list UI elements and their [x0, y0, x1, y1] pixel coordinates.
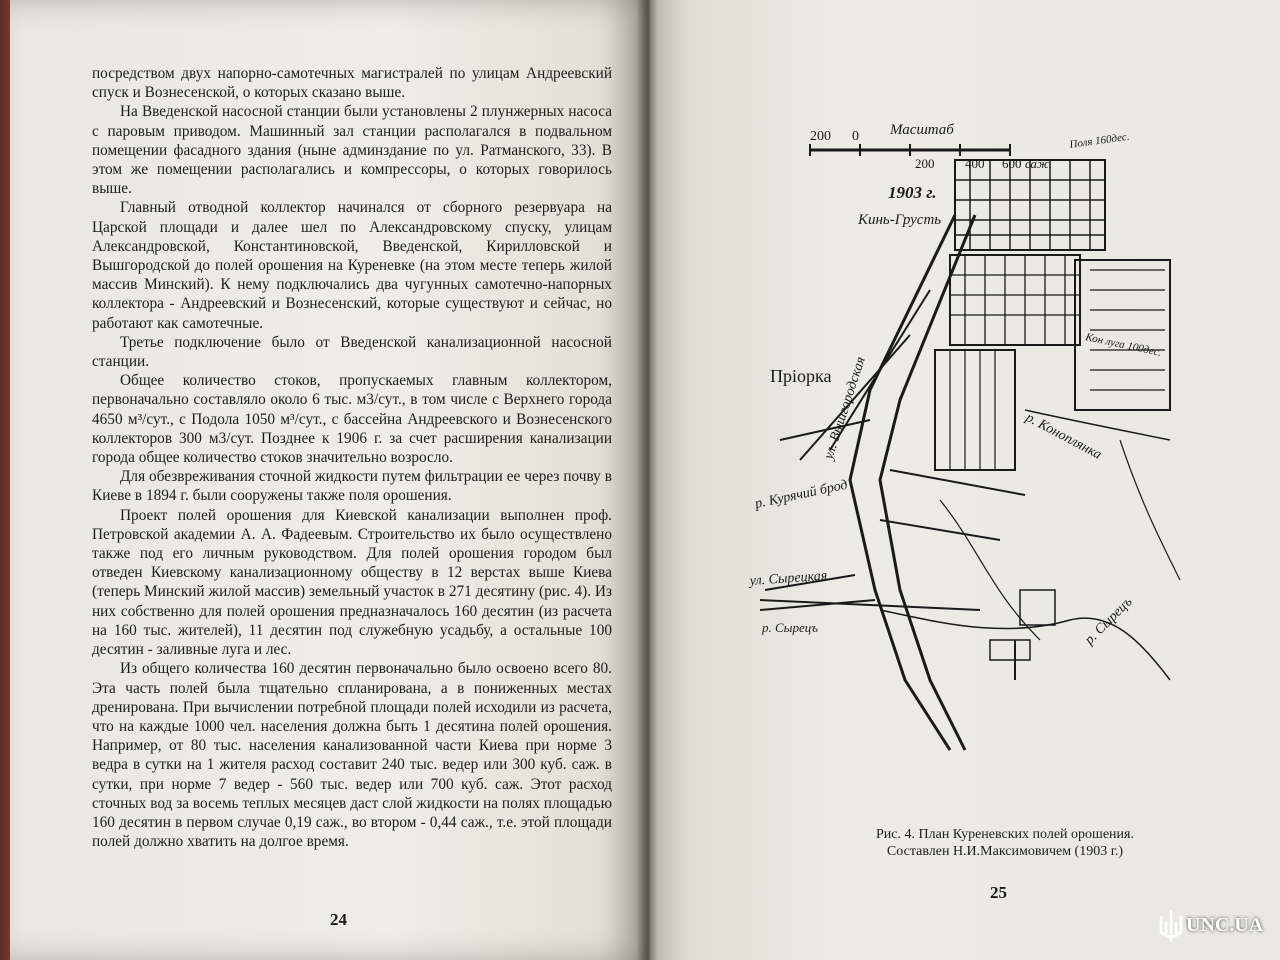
left-page-text: [92, 64, 612, 851]
book-gutter: [636, 0, 658, 960]
svg-text:0: 0: [852, 129, 859, 144]
paragraph: Проект полей орошения для Киевской канализации выполнен проф. Петровской академии А. А. Фадеевым. Строительство их было осуществлено также под его личным руководством. Для полей орошения городом был отведен Киевскому канализационному обществу в 12 верстах выше Киева (теперь Минский жилой массив) земельный участок в 271 десятину (рис. 4). Из них собственно для полей орошения предназначалось 160 десятин (из расчета на 160 тыс. жителей), 11 десятин под служебную усадьбу, а остальные 100 десятин - заливные луга и лес.: [92, 506, 612, 659]
left-page: [10, 0, 650, 960]
paragraph: На Введенской насосной станции были установлены 2 плунжерных насоса с паровым приводом. Машинный зал станции располагался в подвальном помещении фасадного здания (ныне админздание по ул. Ратманского, 33). В этом же помещении располагались и компрессоры, о которых говорилось выше.: [92, 103, 612, 198]
svg-text:200: 200: [810, 129, 831, 144]
map-label-vyshgorodskaya: ул. Вышгородская: [821, 355, 869, 462]
map-label-syrets-left: р. Сырецъ: [762, 620, 818, 635]
page-number-right: 25: [990, 883, 1007, 902]
svg-text:600: 600: [1002, 156, 1022, 171]
figure-caption: [840, 826, 1170, 860]
svg-text:400: 400: [965, 156, 985, 171]
map-scale-title: Масштаб: [890, 122, 954, 138]
page-number-left: 24: [330, 910, 347, 929]
paragraph: Для обезвреживания сточной жидкости путем фильтрации ее через почву в Киеве в 1894 г. были сооружены также поля орошения.: [92, 468, 612, 505]
map-label-priorka: Пріорка: [770, 366, 832, 386]
map-year: 1903 г.: [888, 183, 937, 202]
watermark-text: UNC.UA: [1186, 914, 1264, 936]
kurenevka-irrigation-map: [740, 120, 1190, 760]
map-label-kin-grust: Кинь-Грусть: [858, 212, 942, 228]
map-label-syretskaya: ул. Сырецкая: [749, 568, 828, 589]
paragraph: Главный отводной коллектор начинался от сборного резервуара на Царской площади и далее шел по Александровскому спуску, улицам Александровской, Константиновской, Введенской, Кирилловской и Вышгородской до полей орошения на Куреневке (на этом месте теперь жилой массив Минский). К нему подключались два чугунных самотечно-напорных коллектора - Андреевский и Вознесенский, которые существуют и сейчас, но работают как самотечные.: [92, 199, 612, 332]
map-label-fields: Поля 160дес.: [1068, 130, 1131, 151]
map-label-konoplyanka: р. Коноплянка: [1023, 410, 1104, 463]
map-label-syrets-right: р. Сырецъ: [1082, 594, 1136, 648]
caption-line-1: Рис. 4. План Куреневских полей орошения.: [876, 827, 1134, 842]
caption-line-2: Составлен Н.И.Максимовичем (1903 г.): [886, 844, 1124, 859]
map-label-kurjachij-brod: р. Курячий брод: [753, 477, 849, 512]
paragraph: Из общего количества 160 десятин первоначально было освоено всего 80. Эта часть полей была тщательно спланирована, а в пониженных местах дренирована. При вычислении потребной площади полей исходили из расчета, что на каждые 1000 чел. населения должна быть 1 десятина полей орошения. Например, от 80 тыс. населения канализованной части Киева при норме 3 ведра в сутки на 1 жителя расход составит 240 тыс. ведер или 300 куб. саж. в сутки, при норме 7 ведер - 560 тыс. ведер или 700 куб. саж. Этот расход сточных вод за восемь теплых месяцев даст слой жидкости на полях площадью 160 десятин в первом случае 0,19 саж., во втором - 0,44 саж., т.е. этой площади полей должно хватить на долгое время.: [92, 660, 612, 851]
svg-text:200: 200: [915, 156, 935, 171]
map-label-meadows: Кон луга 100дес.: [1084, 331, 1163, 359]
paragraph: Общее количество стоков, пропускаемых главным коллектором, первоначально составляло около 6 тыс. м3/сут., в том числе с Верхнего города 4650 м³/сут., с Подола 1050 м³/сут., с бассейна Андреевского и Вознесенского коллекторов 300 м3/сут. Позднее к 1906 г. за счет расширения канализации города общее количество стоков значительно возросло.: [92, 372, 612, 467]
map-scale-unit: саж.: [1025, 156, 1053, 171]
paragraph: Третье подключение было от Введенской канализационной насосной станции.: [92, 333, 612, 371]
trident-icon: [1156, 908, 1186, 944]
paragraph: посредством двух напорно-самотечных магистралей по улицам Андреевский спуск и Вознесенской, о которых сказано выше.: [92, 65, 612, 102]
